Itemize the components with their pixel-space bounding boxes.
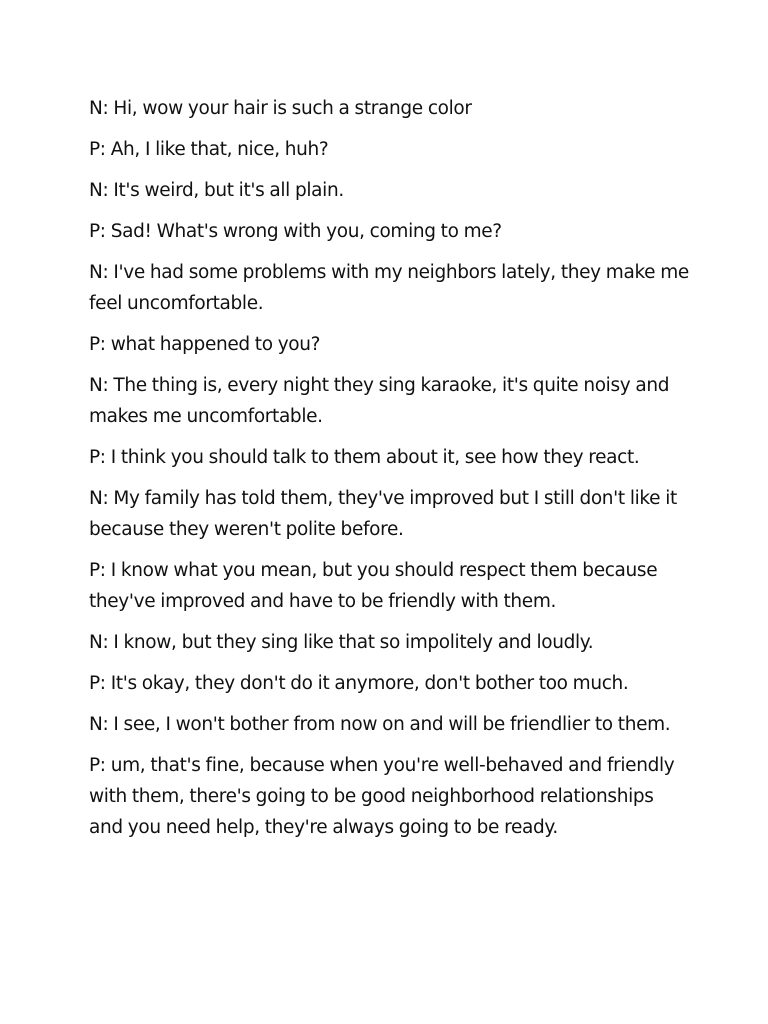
dialogue-line: N: I know, but they sing like that so impolitely and loudly.	[89, 632, 594, 653]
dialogue-line: N: I see, I won't bother from now on and will be friendlier to them.	[89, 714, 671, 735]
dialogue-line: N: Hi, wow your hair is such a strange color	[89, 98, 472, 119]
dialogue-line: N: I've had some problems with my neighbors lately, they make me feel uncomfortable.	[89, 262, 689, 314]
dialogue-line: P: It's okay, they don't do it anymore, don't bother too much.	[89, 673, 629, 694]
dialogue-line: N: My family has told them, they've improved but I still don't like it because they weren't polite before.	[89, 488, 677, 540]
dialogue-line: P: I know what you mean, but you should respect them because they've improved and have to be friendly with them.	[89, 560, 658, 612]
dialogue-line: P: Sad! What's wrong with you, coming to me?	[89, 221, 502, 242]
dialogue-text	[89, 93, 689, 853]
dialogue-line: P: um, that's fine, because when you're well-behaved and friendly with them, there's going to be good neighborhood relationships and you need help, they're always going to be ready.	[89, 755, 675, 838]
dialogue-line: N: The thing is, every night they sing karaoke, it's quite noisy and makes me uncomfortable.	[89, 375, 670, 427]
dialogue-line: P: what happened to you?	[89, 334, 321, 355]
dialogue-line: P: I think you should talk to them about it, see how they react.	[89, 447, 640, 468]
dialogue-line: P: Ah, I like that, nice, huh?	[89, 139, 329, 160]
dialogue-line: N: It's weird, but it's all plain.	[89, 180, 344, 201]
